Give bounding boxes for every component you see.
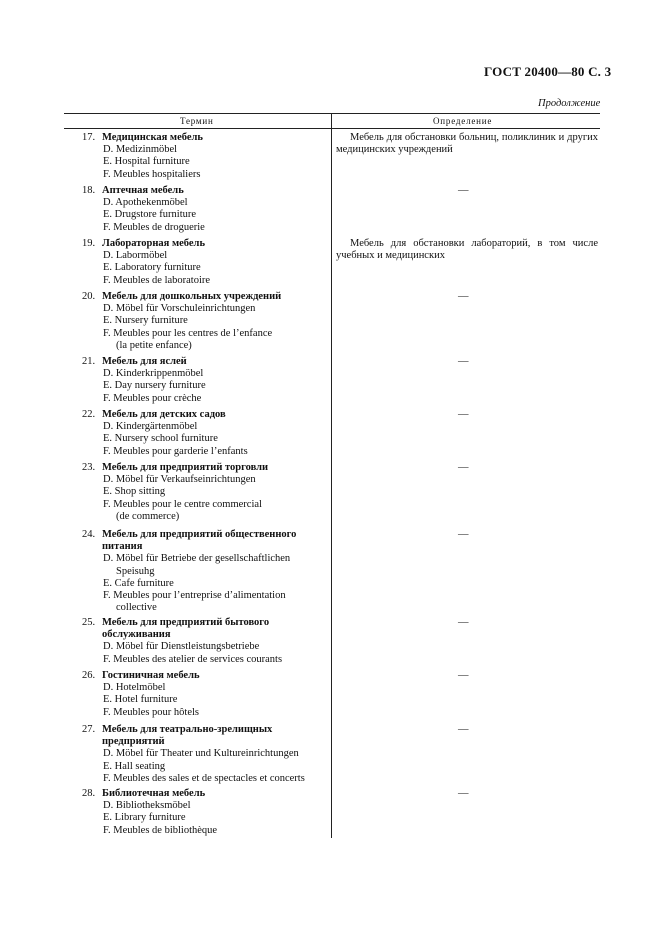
definition-20-dash: — xyxy=(458,291,469,302)
term-translation-en: E. Hall seating xyxy=(103,760,166,772)
term-number: 26. xyxy=(82,670,96,681)
term-entry-26 xyxy=(82,670,328,719)
definition-18-dash: — xyxy=(458,185,469,196)
term-translation-fr: F. Meubles de droguerie xyxy=(103,221,205,233)
term-translation-en: E. Hotel furniture xyxy=(103,694,178,706)
term-russian: Аптечная мебель xyxy=(102,185,184,196)
term-translation-de: D. Kindergärtenmöbel xyxy=(103,421,198,433)
definition-19 xyxy=(336,238,598,262)
term-entry-21 xyxy=(82,356,328,405)
term-entry-17 xyxy=(82,132,328,181)
term-translation-de: D. Möbel für Vorschuleinrichtungen xyxy=(103,303,256,315)
term-russian: Мебель для дошкольных учреждений xyxy=(102,291,282,302)
term-number: 27. xyxy=(82,724,96,735)
term-entry-18 xyxy=(82,185,328,234)
definition-23-dash: — xyxy=(458,462,469,473)
term-translation-en: E. Cafe furniture xyxy=(103,577,174,589)
term-number: 28. xyxy=(82,788,96,799)
term-russian: Мебель для детских садов xyxy=(102,409,226,420)
term-number: 19. xyxy=(82,238,96,249)
term-russian: Лабораторная мебель xyxy=(102,238,205,249)
term-translation-fr: F. Meubles pour hôtels xyxy=(103,706,199,718)
column-header-definition: Определение xyxy=(433,116,493,126)
column-header-term: Термин xyxy=(180,116,214,126)
term-translation-de: D. Kinderkrippenmöbel xyxy=(103,368,204,380)
term-number: 22. xyxy=(82,409,96,420)
term-translation-fr: F. Meubles pour l’entreprise d’alimentation xyxy=(103,590,286,602)
term-russian: Мебель для театрально-зрелищных предприятий xyxy=(102,724,273,748)
continued-label: Продолжение xyxy=(538,98,601,109)
term-translation-de: D. Medizinmöbel xyxy=(103,144,178,156)
definition-text: Мебель для обстановки больниц, поликлиник и других медицинских учреждений xyxy=(336,132,598,156)
term-entry-23 xyxy=(82,462,328,523)
term-number: 21. xyxy=(82,356,96,367)
term-translation-en: E. Day nursery furniture xyxy=(103,380,206,392)
term-entry-22 xyxy=(82,409,328,458)
term-russian: Библиотечная мебель xyxy=(102,788,206,799)
definition-17 xyxy=(336,132,598,156)
term-translation-fr: F. Meubles de bibliothèque xyxy=(103,824,218,836)
term-entry-27 xyxy=(82,724,328,785)
table-top-rule xyxy=(64,113,600,114)
term-number: 23. xyxy=(82,462,96,473)
term-russian: Мебель для яслей xyxy=(102,356,187,367)
term-translation-de-cont: Speisuhg xyxy=(116,565,155,577)
term-translation-en: E. Hospital furniture xyxy=(103,156,190,168)
definition-24-dash: — xyxy=(458,529,469,540)
term-translation-fr: F. Meubles pour crèche xyxy=(103,392,202,404)
term-entry-28 xyxy=(82,788,328,837)
term-translation-fr: F. Meubles de laboratoire xyxy=(103,274,211,286)
term-translation-fr-cont: (la petite enfance) xyxy=(116,339,192,351)
term-translation-fr: F. Meubles des atelier de services courants xyxy=(103,653,283,665)
term-translation-de: D. Möbel für Betriebe der gesellschaftlichen xyxy=(103,553,291,565)
term-number: 17. xyxy=(82,132,96,143)
term-entry-24 xyxy=(82,529,328,614)
definition-28-dash: — xyxy=(458,788,469,799)
term-translation-fr: F. Meubles pour les centres de l’enfance xyxy=(103,327,273,339)
definition-21-dash: — xyxy=(458,356,469,367)
term-number: 24. xyxy=(82,529,96,540)
term-translation-de: D. Möbel für Dienstleistungsbetriebe xyxy=(103,641,260,653)
definition-text: Мебель для обстановки лабораторий, в том числе учебных и медицинских xyxy=(336,238,598,262)
term-number: 18. xyxy=(82,185,96,196)
definition-27-dash: — xyxy=(458,724,469,735)
term-translation-fr-cont: (de commerce) xyxy=(116,510,180,522)
term-translation-fr: F. Meubles pour garderie l’enfants xyxy=(103,445,248,457)
term-russian: Мебель для предприятий общественного питания xyxy=(102,529,297,553)
table-header-rule xyxy=(64,128,600,129)
term-translation-de: D. Möbel für Verkaufseinrichtungen xyxy=(103,474,256,486)
definition-22-dash: — xyxy=(458,409,469,420)
column-divider xyxy=(331,114,332,838)
definition-25-dash: — xyxy=(458,617,469,628)
term-russian: Мебель для предприятий бытового обслуживания xyxy=(102,617,270,641)
term-translation-en: E. Laboratory furniture xyxy=(103,262,201,274)
term-translation-en: E. Nursery school furniture xyxy=(103,433,218,445)
term-translation-de: D. Bibliotheksmöbel xyxy=(103,800,191,812)
term-translation-fr: F. Meubles pour le centre commercial xyxy=(103,498,262,510)
term-translation-fr: F. Meubles hospitaliers xyxy=(103,168,201,180)
term-russian: Мебель для предприятий торговли xyxy=(102,462,269,473)
term-entry-20 xyxy=(82,291,328,352)
term-translation-de: D. Apothekenmöbel xyxy=(103,197,188,209)
term-translation-fr: F. Meubles des sales et de spectacles et concerts xyxy=(103,772,305,784)
term-entry-19 xyxy=(82,238,328,287)
term-translation-en: E. Shop sitting xyxy=(103,486,166,498)
term-translation-en: E. Library furniture xyxy=(103,812,186,824)
term-translation-fr-cont: collective xyxy=(116,602,157,614)
term-translation-de: D. Möbel für Theater und Kultureinrichtungen xyxy=(103,748,299,760)
definition-26-dash: — xyxy=(458,670,469,681)
term-russian: Медицинская мебель xyxy=(102,132,203,143)
term-number: 20. xyxy=(82,291,96,302)
term-translation-en: E. Nursery furniture xyxy=(103,315,188,327)
page-header: ГОСТ 20400—80 С. 3 xyxy=(484,64,612,79)
term-entry-25 xyxy=(82,617,328,666)
term-number: 25. xyxy=(82,617,96,628)
term-translation-de: D. Hotelmöbel xyxy=(103,682,166,694)
term-russian: Гостиничная мебель xyxy=(102,670,200,681)
term-translation-en: E. Drugstore furniture xyxy=(103,209,197,221)
term-translation-de: D. Labormöbel xyxy=(103,250,168,262)
